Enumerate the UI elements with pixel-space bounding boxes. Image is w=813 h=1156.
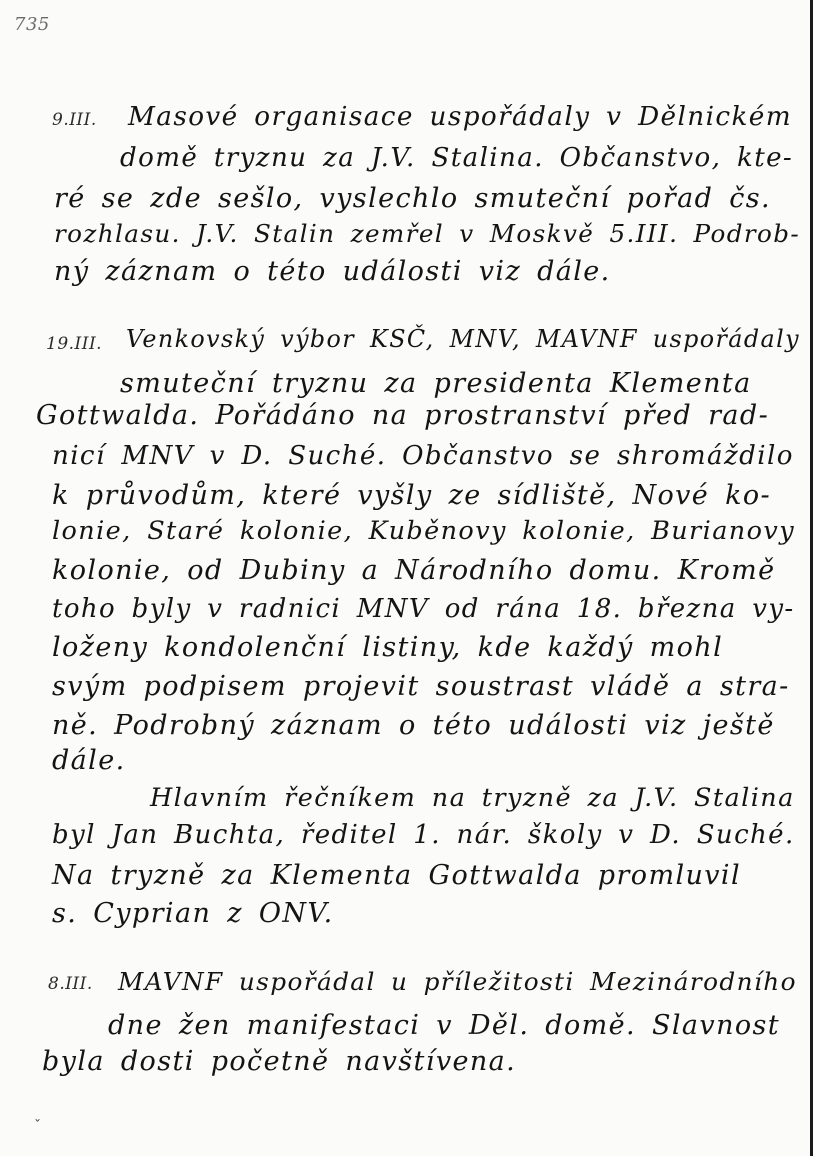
text-line: lonie, Staré kolonie, Kuběnovy kolonie, Burianovy (52, 516, 795, 546)
text-line: ný záznam o této události viz dále. (54, 256, 611, 287)
text-line: Gottwalda. Pořádáno na prostranství před rad- (36, 400, 770, 431)
text-line: smuteční tryznu za presidenta Klementa (120, 368, 752, 399)
text-line: ně. Podrobný záznam o této události viz ještě (52, 710, 775, 741)
text-line: Na tryzně za Klementa Gottwalda promluvil (52, 860, 742, 891)
text-line: toho byly v radnici MNV od rána 18. března vy- (52, 594, 795, 624)
text-line: byl Jan Buchta, ředitel 1. nár. školy v D. Suché. (52, 820, 795, 850)
text-line: s. Cyprian z ONV. (52, 898, 334, 929)
text-line: domě tryznu za J.V. Stalina. Občanstvo, kte- (120, 143, 794, 173)
entry-date: 8.III. (48, 974, 93, 994)
text-line: nicí MNV v D. Suché. Občanstvo se shromáždilo (52, 441, 794, 471)
text-line: byla dosti početně navštívena. (42, 1046, 517, 1077)
text-line: svým podpisem projevit soustrast vládě a stra- (52, 671, 790, 702)
entry-date: 19.III. (46, 334, 103, 354)
text-line: Venkovský výbor KSČ, MNV, MAVNF uspořádaly (126, 325, 800, 353)
entry-date: 9.III. (52, 110, 97, 130)
text-line: Hlavním řečníkem na tryzně za J.V. Stalina (150, 783, 795, 813)
text-line: k průvodům, které vyšly ze sídliště, Nové ko- (52, 480, 772, 511)
text-line: rozhlasu. J.V. Stalin zemřel v Moskvě 5.III. Podrob- (54, 219, 801, 248)
text-line: dále. (52, 745, 126, 776)
text-line: dne žen manifestaci v Děl. domě. Slavnost (108, 1010, 781, 1041)
text-line: kolonie, od Dubiny a Národního domu. Kromě (52, 555, 776, 586)
text-line: MAVNF uspořádal u příležitosti Mezinárodního (118, 967, 797, 996)
text-line: ré se zde sešlo, vyslechlo smuteční pořad čs. (54, 183, 772, 214)
pen-mark: ˇ (34, 1118, 41, 1134)
page-number: 735 (14, 14, 50, 35)
text-line: loženy kondolenční listiny, kde každý mohl (52, 632, 724, 663)
text-line: Masové organisace uspořádaly v Dělnickém (128, 102, 793, 132)
